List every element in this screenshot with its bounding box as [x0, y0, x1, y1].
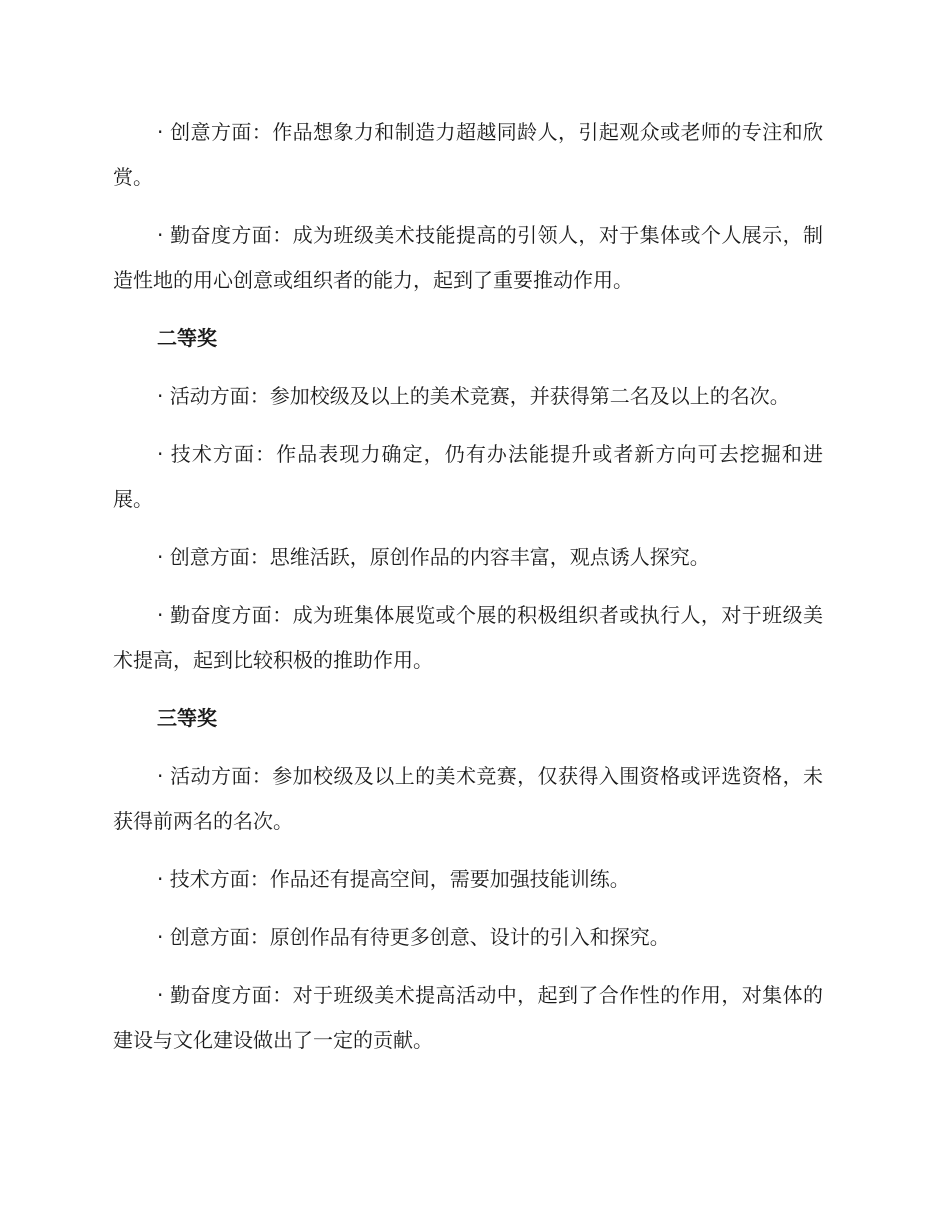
heading-second-prize: 二等奖: [157, 326, 217, 350]
criterion-creativity-third: · 创意方面：原创作品有待更多创意、设计的引入和探究。: [157, 925, 670, 949]
criterion-activity-second: · 活动方面：参加校级及以上的美术竞赛，并获得第二名及以上的名次。: [157, 384, 790, 408]
criterion-diligence-second: · 勤奋度方面：成为班集体展览或个展的积极组织者或执行人，对于班级美术提高，起到比较积极的推助作用。: [113, 603, 823, 672]
document-body: [113, 110, 823, 1076]
heading-third-prize: 三等奖: [157, 706, 217, 730]
criterion-diligence-first: · 勤奋度方面：成为班级美术技能提高的引领人，对于集体或个人展示，制造性地的用心创意或组织者的能力，起到了重要推动作用。: [113, 223, 823, 292]
criterion-technique-third: · 技术方面：作品还有提高空间，需要加强技能训练。: [157, 867, 630, 891]
criterion-creativity-first: · 创意方面：作品想象力和制造力超越同龄人，引起观众或老师的专注和欣赏。: [113, 120, 823, 189]
criterion-activity-third: · 活动方面：参加校级及以上的美术竞赛，仅获得入围资格或评选资格，未获得前两名的名次。: [113, 764, 823, 833]
criterion-diligence-third: · 勤奋度方面：对于班级美术提高活动中，起到了合作性的作用，对集体的建设与文化建设做出了一定的贡献。: [113, 983, 823, 1052]
criterion-technique-second: · 技术方面：作品表现力确定，仍有办法能提升或者新方向可去挖掘和进展。: [113, 442, 823, 511]
criterion-creativity-second: · 创意方面：思维活跃，原创作品的内容丰富，观点诱人探究。: [157, 545, 710, 569]
